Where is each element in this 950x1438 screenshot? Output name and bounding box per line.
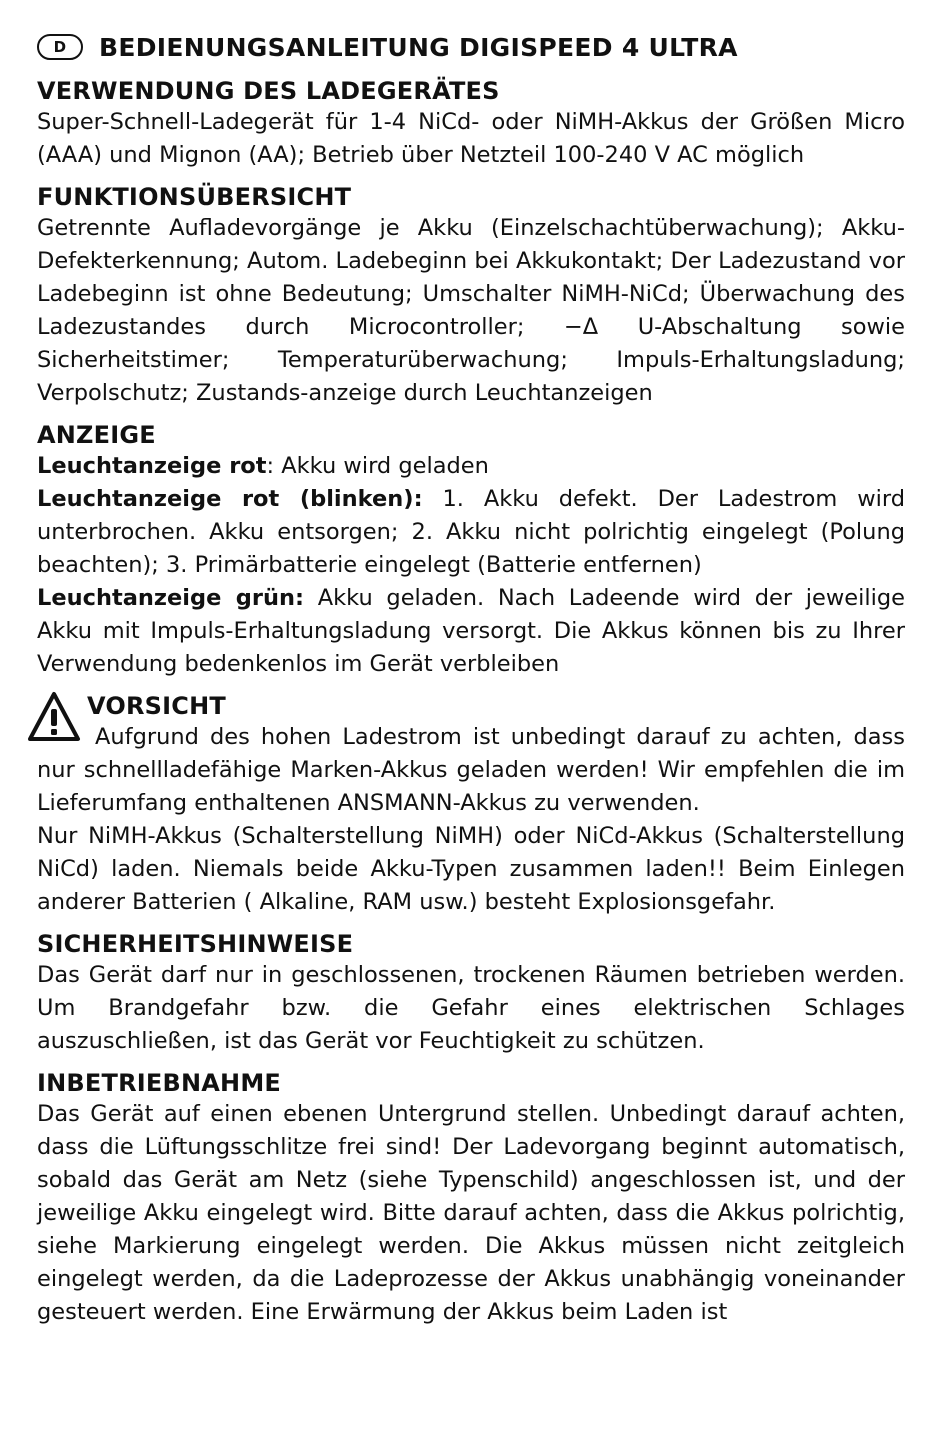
document-title-row xyxy=(37,30,905,64)
section-text: Das Gerät auf einen ebenen Untergrund stellen. Unbedingt darauf achten, dass die Lüftungsschlitze frei sind! Der Ladevorgang beginnt automatisch, sobald das Gerät am Netz (siehe Typenschild) angeschlossen ist, und der jeweilige Akku eingelegt wird. Bitte darauf achten, dass die Akkus polrichtig, siehe Markierung eingelegt werden. Die Akkus müssen nicht zeitgleich eingelegt werden, da die Ladeprozesse der Akkus unabhängig voneinander gesteuert werden. Eine Erwärmung der Akkus beim Laden ist xyxy=(37,1101,905,1325)
indicator-red xyxy=(37,450,905,483)
section-inbetriebnahme xyxy=(37,1068,905,1329)
section-heading: ANZEIGE xyxy=(37,421,156,449)
indicator-label: Leuchtanzeige grün: xyxy=(37,585,304,611)
indicator-text: Akku geladen. Nach Ladeende wird der jeweilige Akku mit Impuls-Erhaltungsladung versorgt. Die Akkus können bis zu Ihrer Verwendung bedenkenlos im Gerät verbleiben xyxy=(37,585,905,677)
indicator-text: 1. Akku defekt. Der Ladestrom wird unterbrochen. Akku entsorgen; 2. Akku nicht polrichtig eingelegt (Polung beachten); 3. Primärbatterie eingelegt (Batterie entfernen) xyxy=(37,486,906,578)
section-text: Das Gerät darf nur in geschlossenen, trockenen Räumen betrieben werden. Um Brandgefahr bzw. die Gefahr eines elektrischen Schlages auszuschließen, ist das Gerät vor Feuchtigkeit zu schützen. xyxy=(37,962,905,1054)
document-title: BEDIENUNGSANLEITUNG DIGISPEED 4 ULTRA xyxy=(99,32,738,62)
section-sicherheit xyxy=(37,929,905,1058)
warning-text: Aufgrund des hohen Ladestrom ist unbedingt darauf zu achten, dass nur schnellladefähige Marken-Akkus geladen werden! Wir empfehlen die im Lieferumfang enthaltenen ANSMANN-Akkus zu verwenden. xyxy=(37,724,905,816)
section-text: Getrennte Aufladevorgänge je Akku (Einzelschachtüberwachung); Akku-Defekterkennung; Autom. Ladebeginn bei Akkukontakt; Der Ladezustand vor Ladebeginn ist ohne Bedeutung; Umschalter NiMH-NiCd; Überwachung des Ladezustandes durch Microcontroller; −Δ U-Abschaltung sowie Sicherheitstimer; Temperaturüberwachung; Impuls-Erhaltungsladung; Verpolschutz; Zustands-anzeige durch Leuchtanzeigen xyxy=(37,215,905,406)
section-heading: FUNKTIONSÜBERSICHT xyxy=(37,183,352,211)
section-heading: VORSICHT xyxy=(87,692,226,720)
section-funktion xyxy=(37,182,905,410)
warning-text-2: Nur NiMH-Akkus (Schalterstellung NiMH) oder NiCd-Akkus (Schalterstellung NiCd) laden. Niemals beide Akku-Typen zusammen laden!! Beim Einlegen anderer Batterien ( Alkaline, RAM usw.) besteht Explosionsgefahr. xyxy=(37,823,905,915)
indicator-label: Leuchtanzeige rot (blinken): xyxy=(37,486,423,512)
indicator-red-blinking xyxy=(37,483,905,582)
indicator-text: : Akku wird geladen xyxy=(266,453,489,479)
section-anzeige xyxy=(37,420,905,681)
section-vorsicht xyxy=(37,691,905,919)
warning-heading-row xyxy=(37,691,905,721)
section-text: Super-Schnell-Ladegerät für 1-4 NiCd- oder NiMH-Akkus der Größen Micro (AAA) und Mignon (AA); Betrieb über Netzteil 100-240 V AC möglich xyxy=(37,109,905,168)
section-heading: VERWENDUNG DES LADEGERÄTES xyxy=(37,77,500,105)
indicator-green xyxy=(37,582,905,681)
section-verwendung xyxy=(37,76,905,172)
warning-triangle-icon xyxy=(27,691,81,743)
section-heading: SICHERHEITSHINWEISE xyxy=(37,930,354,958)
language-badge: D xyxy=(37,34,83,60)
section-heading: INBETRIEBNAHME xyxy=(37,1069,281,1097)
indicator-label: Leuchtanzeige rot xyxy=(37,453,267,479)
manual-page xyxy=(37,30,905,1339)
